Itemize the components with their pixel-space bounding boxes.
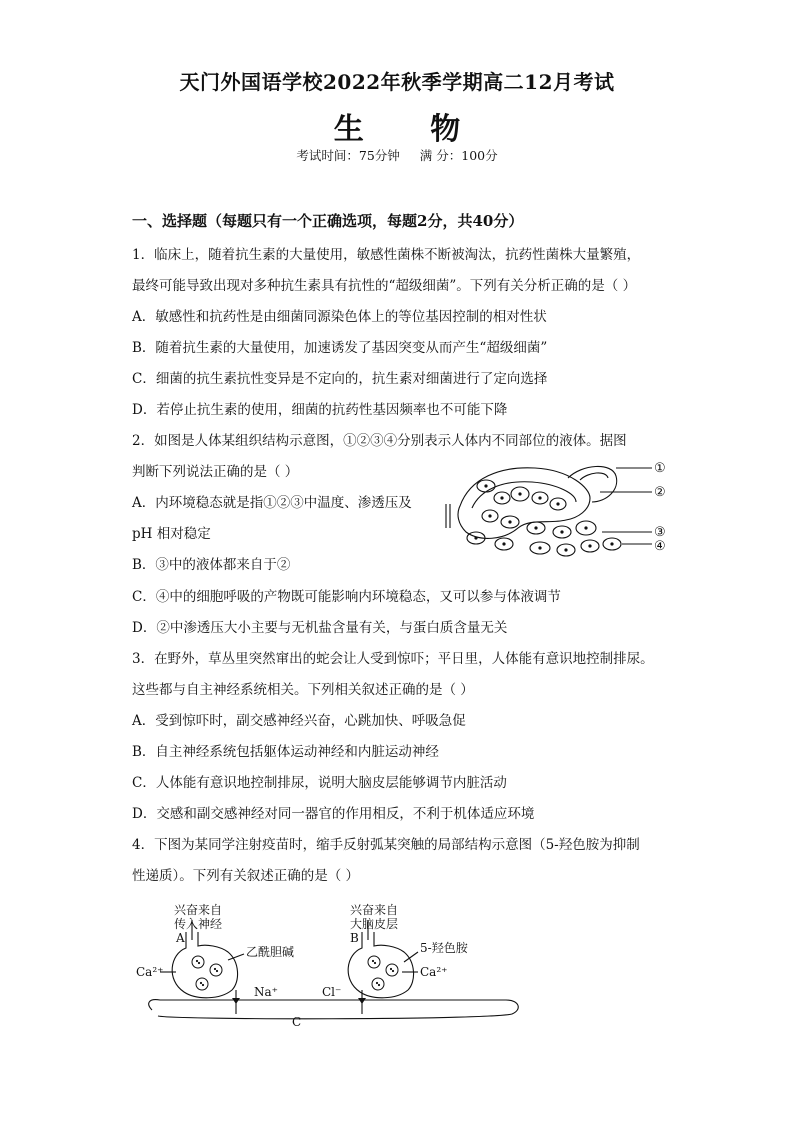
diagram-label-2: ② xyxy=(654,485,666,500)
fig-b-letter: B xyxy=(350,931,359,945)
fig-serotonin: 5-羟色胺 xyxy=(420,941,468,955)
fig-ach: 乙酰胆碱 xyxy=(246,945,295,959)
q2-option-b: B．③中的液体都来自于② xyxy=(132,557,291,573)
diagram-label-4: ④ xyxy=(654,539,666,554)
fig-a-top2: 传入神经 xyxy=(174,917,223,931)
q1-stem-line2: 最终可能导致出现对多种抗生素具有抗性的“超级细菌”。下列有关分析正确的是（ ） xyxy=(132,278,637,294)
q3-stem-line1: 3．在野外，草丛里突然窜出的蛇会让人受到惊吓；平日里，人体能有意识地控制排尿。 xyxy=(132,651,654,667)
synapse-diagram xyxy=(136,902,526,1032)
q1-option-b: B．随着抗生素的大量使用，加速诱发了基因突变从而产生“超级细菌” xyxy=(132,340,548,356)
q4-stem-line1: 4．下图为某同学注射疫苗时，缩手反射弧某突触的局部结构示意图（5-羟色胺为抑制 xyxy=(132,837,640,853)
q1-stem-line1: 1．临床上，随着抗生素的大量使用，敏感性菌株不断被淘汰，抗药性菌株大量繁殖， xyxy=(132,247,641,263)
fig-cl: Cl⁻ xyxy=(322,985,342,999)
fig-a-top1: 兴奋来自 xyxy=(174,903,223,917)
q3-stem-line2: 这些都与自主神经系统相关。下列相关叙述正确的是（ ） xyxy=(132,682,474,698)
exam-info xyxy=(0,146,794,164)
fig-na: Na⁺ xyxy=(254,985,278,999)
q1-option-d: D．若停止抗生素的使用，细菌的抗药性基因频率也不可能下降 xyxy=(132,402,508,418)
q2-stem-line1: 2．如图是人体某组织结构示意图，①②③④分别表示人体内不同部位的液体。据图 xyxy=(132,433,627,449)
fig-ca-left: Ca²⁺ xyxy=(136,965,164,979)
tissue-structure-diagram xyxy=(440,458,680,560)
q2-option-c: C．④中的细胞呼吸的产物既可能影响内环境稳态，又可以参与体液调节 xyxy=(132,589,561,605)
fig-c-letter: C xyxy=(292,1015,302,1029)
exam-time: 考试时间：75分钟 xyxy=(296,148,400,163)
q3-option-a: A．受到惊吓时，副交感神经兴奋，心跳加快、呼吸急促 xyxy=(132,713,466,729)
section-heading: 一、选择题（每题只有一个正确选项，每题2分，共40分） xyxy=(132,212,524,230)
fig-ca-right: Ca²⁺ xyxy=(420,965,448,979)
exam-score: 满 分：100分 xyxy=(419,148,498,163)
diagram-label-1: ① xyxy=(654,461,666,476)
q3-option-d: D．交感和副交感神经对同一器官的作用相反，不利于机体适应环境 xyxy=(132,806,535,822)
q2-option-d: D．②中渗透压大小主要与无机盐含量有关，与蛋白质含量无关 xyxy=(132,620,508,636)
fig-b-top2: 大脑皮层 xyxy=(350,917,399,931)
q2-option-a-line1: A．内环境稳态就是指①②③中温度、渗透压及 xyxy=(132,495,412,511)
diagram-label-3: ③ xyxy=(654,525,666,540)
exam-title: 天门外国语学校2022年秋季学期高二12月考试 xyxy=(179,70,615,94)
q3-option-b: B．自主神经系统包括躯体运动神经和内脏运动神经 xyxy=(132,744,439,760)
q1-option-a: A．敏感性和抗药性是由细菌同源染色体上的等位基因控制的相对性状 xyxy=(132,309,547,325)
q1-option-c: C．细菌的抗生素抗性变异是不定向的，抗生素对细菌进行了定向选择 xyxy=(132,371,548,387)
subject-title: 生 物 xyxy=(333,112,489,147)
q4-stem-line2: 性递质）。下列有关叙述正确的是（ ） xyxy=(132,868,360,884)
fig-b-top1: 兴奋来自 xyxy=(350,903,399,917)
q2-stem-line2: 判断下列说法正确的是（ ） xyxy=(132,464,299,480)
q2-option-a-line2: pH 相对稳定 xyxy=(132,526,211,542)
q3-option-c: C．人体能有意识地控制排尿，说明大脑皮层能够调节内脏活动 xyxy=(132,775,507,791)
fig-a-letter: A xyxy=(176,931,185,945)
